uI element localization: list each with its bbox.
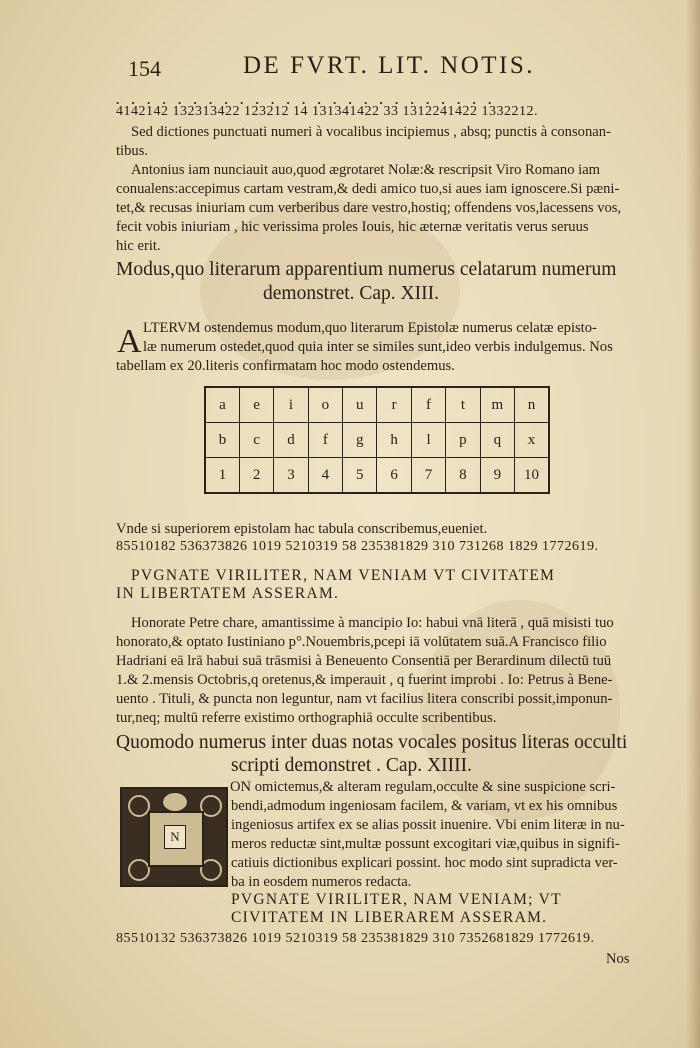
table-cell: 9 bbox=[480, 458, 514, 494]
text-line: 1.& 2.mensis Octobris,q oretenus,& imperauit , q fuerint improbi . Io: Petrus à Bene- bbox=[116, 672, 613, 688]
page-number: 154 bbox=[128, 56, 161, 81]
table-cell: 10 bbox=[515, 458, 549, 494]
text-line: honorato,& optato Iustiniano p°.Nouembris,pcepi iā volūtatem suā.A Francisco filio bbox=[116, 634, 607, 650]
table-cell: 7 bbox=[411, 458, 445, 494]
table-cell: 3 bbox=[274, 458, 308, 494]
table-cell: c bbox=[239, 423, 273, 458]
table-cell: 5 bbox=[343, 458, 377, 494]
text-line: LTERVM ostendemus modum,quo literarum Epistolæ numerus celatæ episto- bbox=[143, 320, 597, 336]
table-cell: b bbox=[205, 423, 239, 458]
text-line: conualens:accepimus cartam vestram,& dedi amico tuo,si aues iam ignoscere.Si pæni- bbox=[116, 181, 620, 197]
caps-line: CIVITATEM IN LIBERAREM ASSERAM. bbox=[231, 909, 548, 926]
number-cipher-line: 85510132 536373826 1019 5210319 58 235381829 310 7352681829 1772619. bbox=[116, 931, 595, 946]
table-cell: n bbox=[515, 387, 549, 423]
caps-line: IN LIBERTATEM ASSERAM. bbox=[116, 585, 340, 602]
text-line: Vnde si superiorem epistolam hac tabula conscribemus,eueniet. bbox=[116, 521, 488, 537]
table-cell: 8 bbox=[446, 458, 480, 494]
number-cipher-line: 4142142 132313422 123212 14 131341422 33 1312241422 1332212. bbox=[116, 104, 538, 119]
catchword: Nos bbox=[606, 951, 630, 967]
caps-line: PVGNATE VIRILITER, NAM VENIAM VT CIVITATEM bbox=[131, 567, 556, 584]
page-edge-shadow bbox=[686, 0, 700, 1048]
chapter-heading: demonstret. Cap. XIII. bbox=[263, 283, 439, 304]
text-line: tet,& recusas iniuriam cum verberibus dare vestro,hostiq; offendens vos,lacessens vos, bbox=[116, 200, 622, 216]
table-cell: 1 bbox=[205, 458, 239, 494]
chapter-heading: Modus,quo literarum apparentium numerus celatarum numerum bbox=[116, 259, 617, 280]
table-cell: 2 bbox=[239, 458, 273, 494]
table-cell: x bbox=[515, 423, 549, 458]
ornament-face bbox=[162, 792, 188, 812]
text-line: meros reductæ sint,multæ possunt excogitari viæ,quibus in signifi- bbox=[231, 836, 620, 852]
ornament-swirl bbox=[128, 859, 150, 881]
text-line: ba in eosdem numeros redacta. bbox=[231, 874, 412, 890]
table-row bbox=[205, 458, 549, 494]
text-line: fecit vobis iniuriam , hic verissima proles Iouis, hic æternæ veritatis verus seruus bbox=[116, 219, 589, 235]
table-cell: f bbox=[411, 387, 445, 423]
table-cell: l bbox=[411, 423, 445, 458]
cipher-table bbox=[204, 386, 550, 494]
table-cell: e bbox=[239, 387, 273, 423]
table-cell: m bbox=[480, 387, 514, 423]
text-line: tibus. bbox=[116, 143, 149, 159]
table-cell: d bbox=[274, 423, 308, 458]
table-row bbox=[205, 423, 549, 458]
table-cell: a bbox=[205, 387, 239, 423]
chapter-heading: scripti demonstret . Cap. XIIII. bbox=[231, 755, 472, 776]
table-cell: 6 bbox=[377, 458, 411, 494]
text-line: ON omictemus,& alteram regulam,occulte & sine suspicione scri- bbox=[230, 779, 616, 795]
text-line: Honorate Petre chare, amantissime à mancipio Io: habui vnā literā , quā misisti tuo bbox=[131, 615, 614, 631]
table-cell: o bbox=[308, 387, 342, 423]
caps-line: PVGNATE VIRILITER, NAM VENIAM; VT bbox=[231, 891, 562, 908]
table-row bbox=[205, 387, 549, 423]
table-cell: p bbox=[446, 423, 480, 458]
ornamental-initial bbox=[120, 787, 228, 887]
chapter-heading: Quomodo numerus inter duas notas vocales positus literas occulti bbox=[116, 732, 628, 753]
table-cell: f bbox=[308, 423, 342, 458]
table-cell: h bbox=[377, 423, 411, 458]
number-cipher-line: 85510182 536373826 1019 5210319 58 235381829 310 731268 1829 1772619. bbox=[116, 539, 599, 554]
text-line: tur,neq; multū referre existimo orthographiā occulte scribentibus. bbox=[116, 710, 497, 726]
table-cell: 4 bbox=[308, 458, 342, 494]
table-cell: r bbox=[377, 387, 411, 423]
text-line: uento . Tituli, & puncta non leguntur, nam vt facilius litera conscribi possit,imponun- bbox=[116, 691, 613, 707]
table-cell: t bbox=[446, 387, 480, 423]
ornament-letter: N bbox=[164, 825, 186, 849]
text-line: ingeniosus artifex ex se alias possit inuenire. Vbi enim literæ in nu- bbox=[231, 817, 625, 833]
drop-cap: A bbox=[117, 325, 142, 359]
table-cell: q bbox=[480, 423, 514, 458]
text-line: catiuis dictionibus explicari possint. hoc modo sint supradicta ver- bbox=[231, 855, 618, 871]
text-line: bendi,admodum ingeniosam facilem, & variam, vt ex his omnibus bbox=[231, 798, 618, 814]
text-line: tabellam ex 20.literis confirmatam hoc modo ostendemus. bbox=[116, 358, 455, 374]
text-line: læ numerum ostedet,quod quia inter se similes sunt,ideo verbis indulgemus. Nos bbox=[143, 339, 613, 355]
text-line: Sed dictiones punctuati numeri à vocalibus incipiemus , absq; punctis à consonan- bbox=[131, 124, 611, 140]
table-cell: g bbox=[343, 423, 377, 458]
table-cell: u bbox=[343, 387, 377, 423]
table-cell: i bbox=[274, 387, 308, 423]
ornament-swirl bbox=[128, 795, 150, 817]
running-title: DE FVRT. LIT. NOTIS. bbox=[243, 52, 535, 79]
text-line: Antonius iam nunciauit auo,quod ægrotaret Nolæ:& rescripsit Viro Romano iam bbox=[131, 162, 601, 178]
punctuation-dots: . . . . . . . . . . . . . . . . . . . . . . . . . bbox=[116, 92, 496, 107]
text-line: Hadriani eā lrā habui suā trāsmisi à Beneuento Consentiā per Berardinum dilectū tuū bbox=[116, 653, 612, 669]
text-line: hic erit. bbox=[116, 238, 161, 254]
